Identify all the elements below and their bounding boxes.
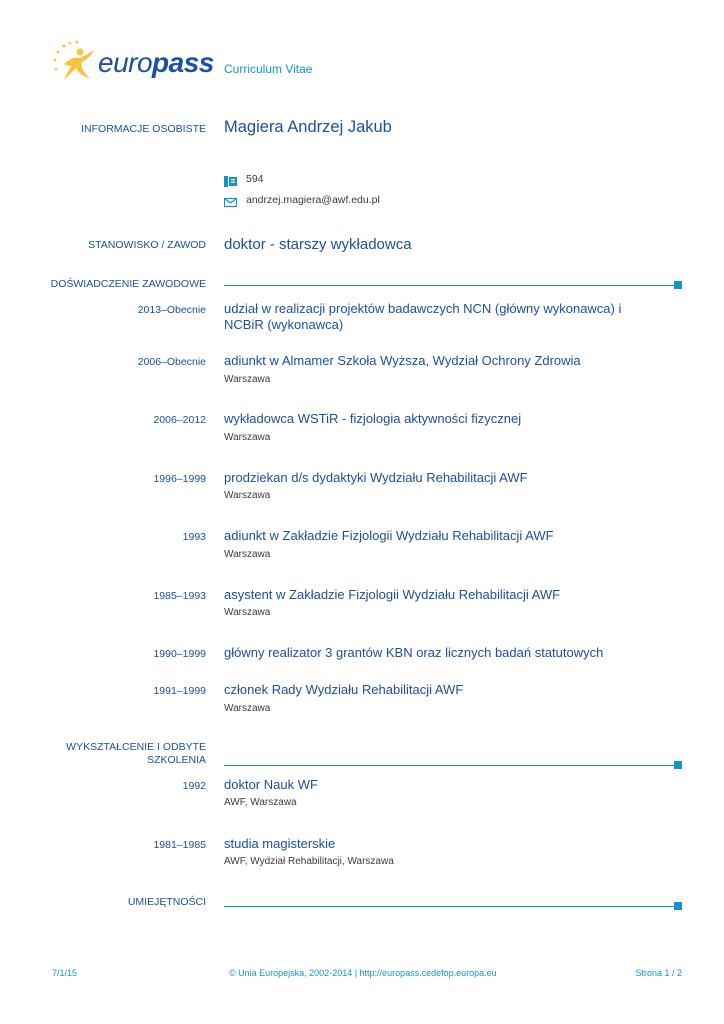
experience-place: Warszawa [224, 374, 271, 385]
education-section-label: WYKSZTAŁCENIE I ODBYTE SZKOLENIA [66, 741, 206, 766]
email-link[interactable]: andrzej.magiera@awf.edu.pl [246, 194, 380, 206]
logo-wordmark: europass [98, 47, 214, 78]
experience-section-label: DOŚWIADCZENIE ZAWODOWE [50, 278, 206, 290]
education-place: AWF, Wydział Rehabilitacji, Warszawa [224, 856, 394, 867]
email-icon [224, 195, 237, 206]
experience-section-divider [224, 285, 674, 286]
document-title: Curriculum Vitae [224, 62, 313, 76]
experience-date: 1991–1999 [153, 685, 206, 697]
phone-icon [224, 174, 237, 185]
experience-place: Warszawa [224, 703, 271, 714]
footer-copyright[interactable]: © Unia Europejska, 2002-2014 | http://europass.cedefop.europa.eu [229, 968, 497, 978]
experience-place: Warszawa [224, 549, 271, 560]
experience-title: prodziekan d/s dydaktyki Wydziału Rehabilitacji AWF [224, 470, 528, 485]
experience-title: adiunkt w Almamer Szkoła Wyższa, Wydział Ochrony Zdrowia [224, 353, 581, 368]
position-label: STANOWISKO / ZAWOD [88, 239, 206, 251]
skills-section-label: UMIEJĘTNOŚCI [127, 896, 206, 908]
phone-number: 594 [246, 173, 264, 185]
education-title: studia magisterskie [224, 836, 336, 851]
person-name: Magiera Andrzej Jakub [224, 118, 392, 136]
experience-title: główny realizator 3 grantów KBN oraz licznych badań statutowych [224, 645, 604, 660]
experience-title: udział w realizacji projektów badawczych NCN (główny wykonawca) i NCBiR (wykonawca) [224, 301, 622, 332]
position-value: doktor - starszy wykładowca [224, 236, 412, 253]
experience-date: 2013–Obecnie [137, 304, 206, 316]
skills-section-marker [674, 902, 682, 910]
experience-section-marker [674, 281, 682, 289]
experience-place: Warszawa [224, 432, 271, 443]
experience-date: 2006–2012 [153, 414, 206, 426]
education-title: doktor Nauk WF [224, 777, 318, 792]
education-date: 1992 [182, 780, 206, 792]
experience-date: 2006–Obecnie [137, 356, 206, 368]
experience-date: 1985–1993 [153, 590, 206, 602]
experience-place: Warszawa [224, 490, 271, 501]
education-section-divider [224, 765, 674, 766]
education-place: AWF, Warszawa [224, 797, 297, 808]
footer-page-number: Strona 1 / 2 [635, 968, 682, 978]
skills-section-divider [224, 906, 674, 907]
experience-place: Warszawa [224, 607, 271, 618]
europass-figure-icon [50, 40, 100, 90]
experience-date: 1993 [182, 531, 206, 543]
footer-date: 7/1/15 [52, 968, 78, 978]
experience-title: członek Rady Wydziału Rehabilitacji AWF [224, 682, 464, 697]
experience-date: 1996–1999 [153, 473, 206, 485]
education-date: 1981–1985 [153, 839, 206, 851]
experience-date: 1990–1999 [153, 648, 206, 660]
education-section-marker [674, 761, 682, 769]
personal-section-label: INFORMACJE OSOBISTE [81, 123, 206, 135]
europass-logo [50, 40, 220, 90]
experience-title: wykładowca WSTiR - fizjologia aktywności fizycznej [224, 411, 522, 426]
experience-title: adiunkt w Zakładzie Fizjologii Wydziału Rehabilitacji AWF [224, 528, 554, 543]
experience-title: asystent w Zakładzie Fizjologii Wydziału Rehabilitacji AWF [224, 587, 561, 602]
